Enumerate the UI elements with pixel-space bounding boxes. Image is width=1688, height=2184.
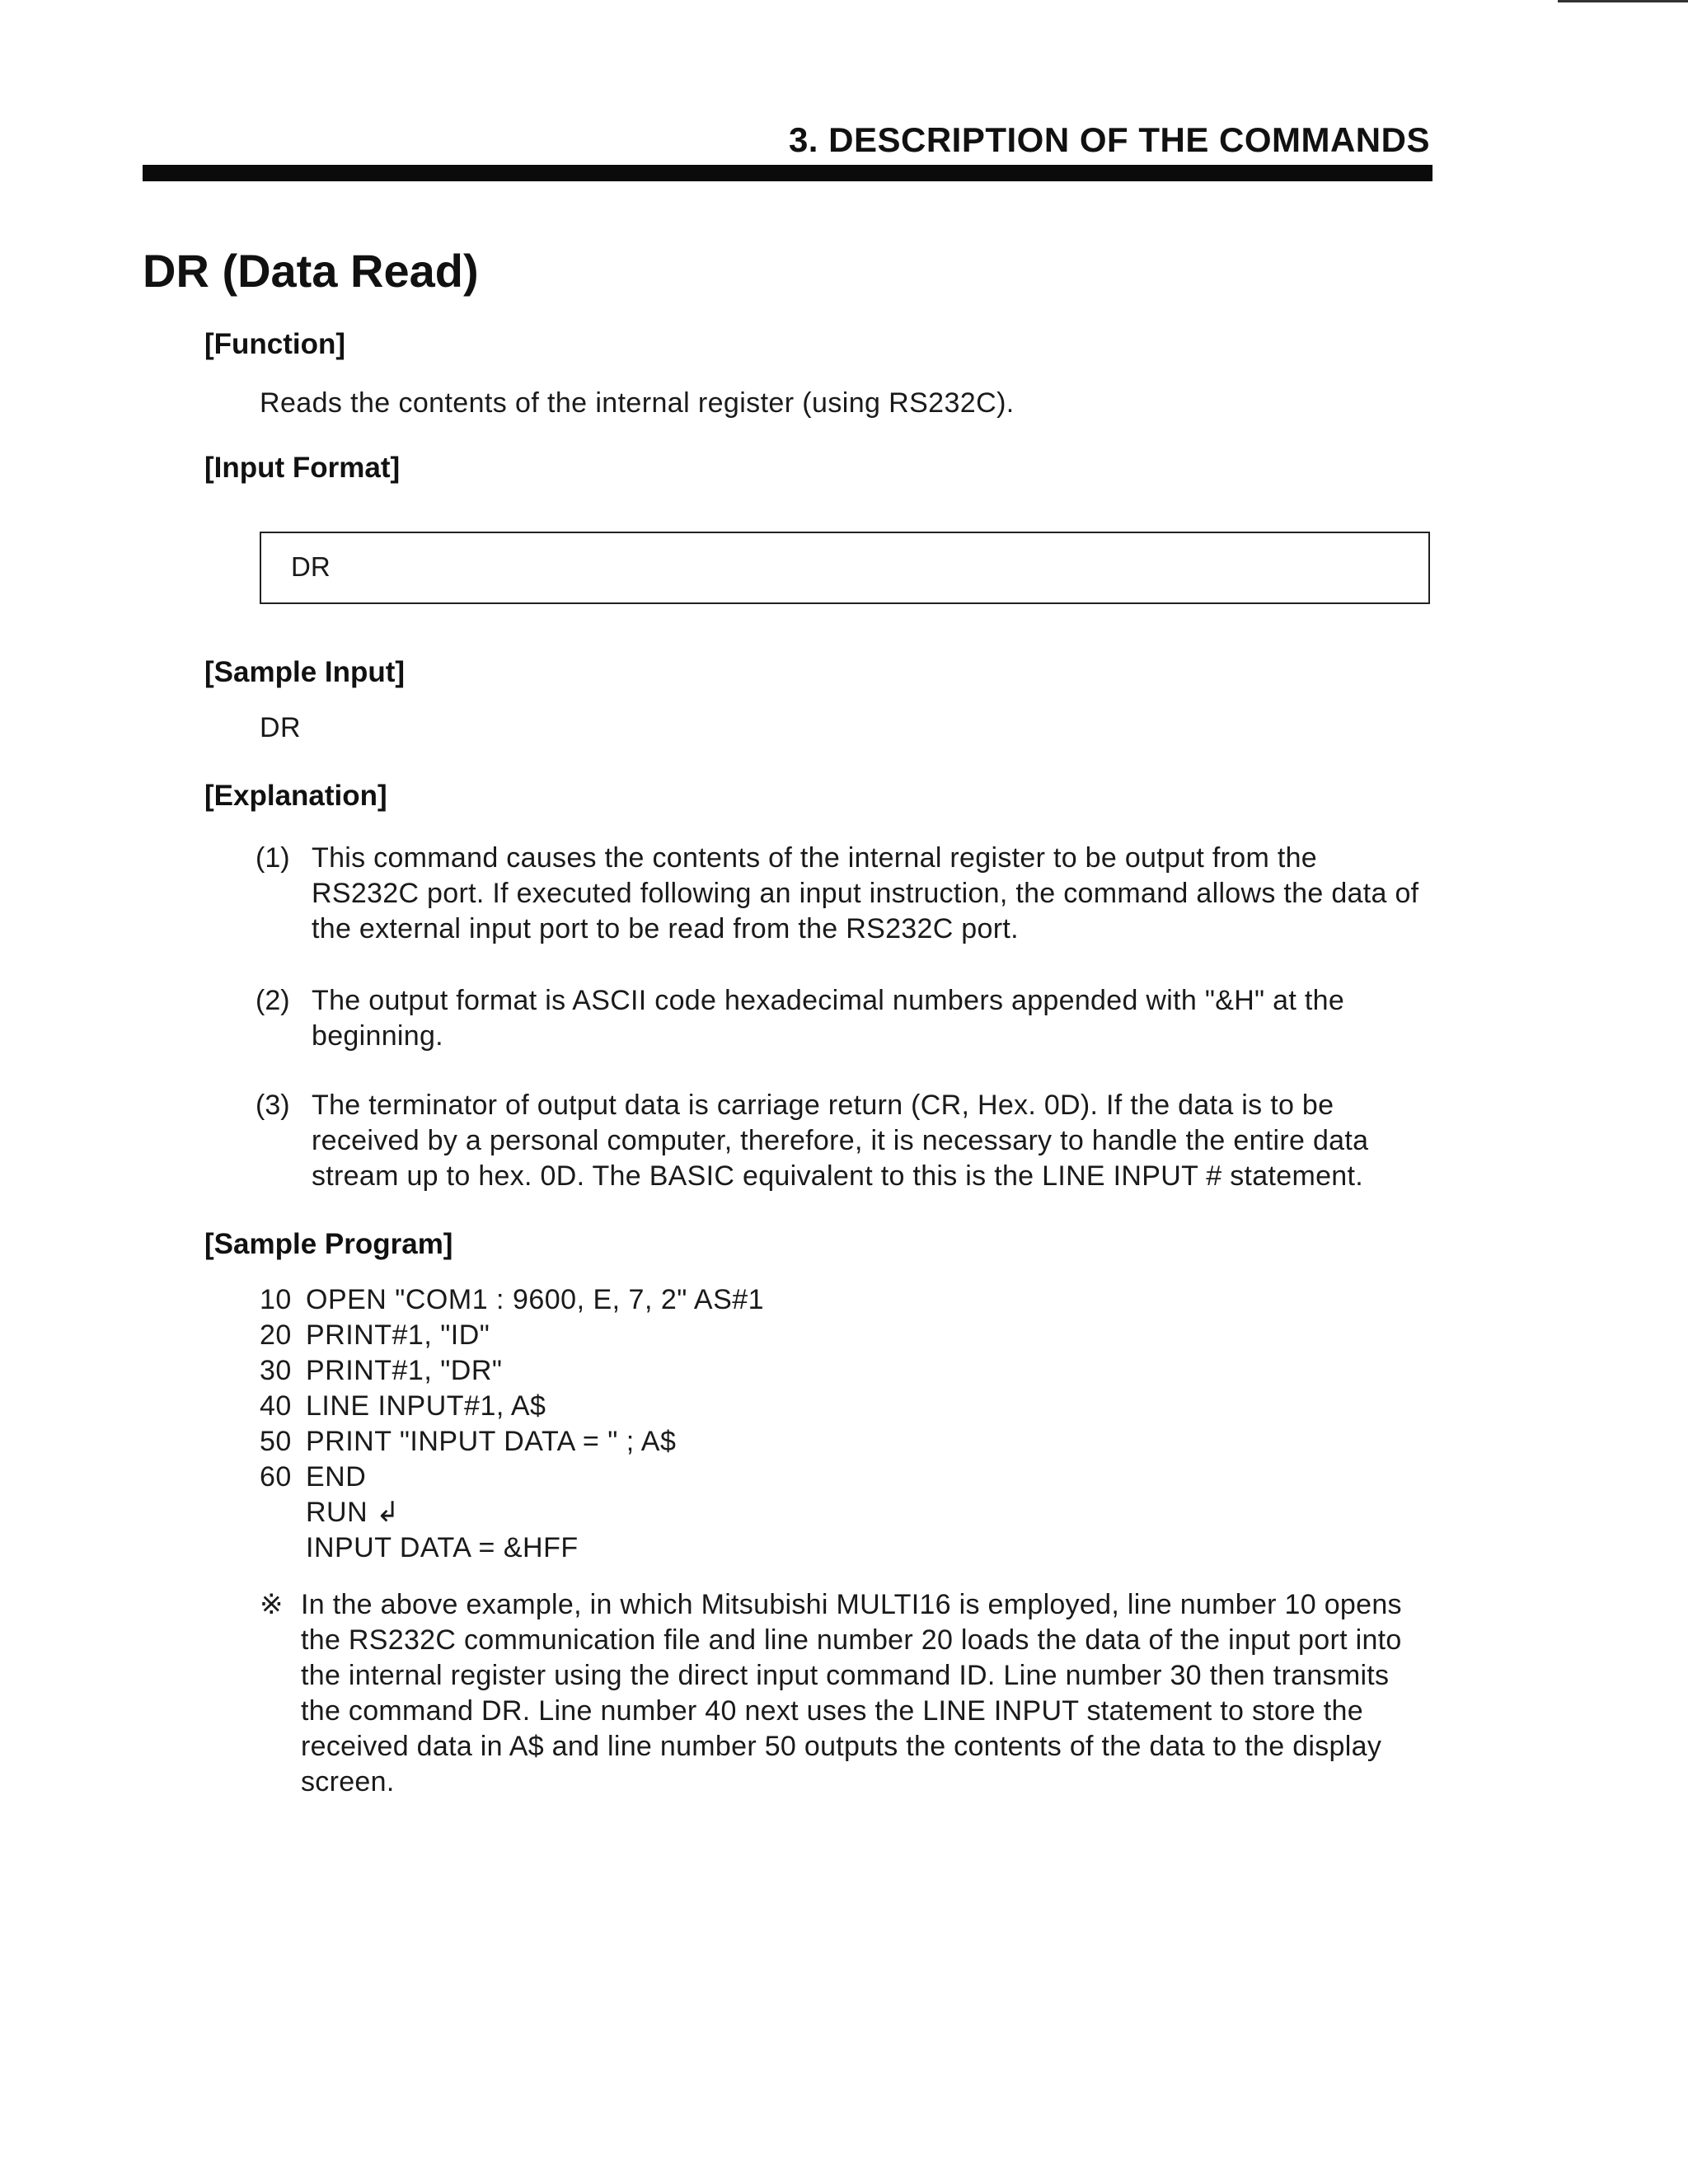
sample-input-label: [Sample Input] — [204, 656, 406, 688]
code-line-number: 30 — [260, 1355, 292, 1386]
code-line-number: 20 — [260, 1319, 292, 1351]
code-line-number: 60 — [260, 1461, 292, 1493]
function-label: [Function] — [204, 328, 346, 360]
explanation-item-text: This command causes the contents of the internal register to be output from the RS232C port. If executed following an input instruction, the command allows the data of the external input port to be read from the RS232C port. — [312, 842, 1419, 944]
explanation-item-number: (2) — [256, 985, 290, 1016]
code-line-text: PRINT#1, "DR" — [306, 1355, 503, 1386]
explanation-item-text: The terminator of output data is carriage return (CR, Hex. 0D). If the data is to be received by a personal computer, therefore, it is necessary to handle the entire data stream up to hex. 0D. The BASIC equivalent to this is the LINE INPUT # statement. — [312, 1090, 1369, 1192]
code-line-text: PRINT "INPUT DATA = " ; A$ — [306, 1426, 677, 1457]
explanation-item-number: (3) — [256, 1090, 290, 1121]
function-text: Reads the contents of the internal register (using RS232C). — [260, 387, 1015, 419]
code-line-text: RUN ↲ — [306, 1497, 401, 1528]
note-text: In the above example, in which Mitsubishi MULTI16 is employed, line number 10 opens the RS232C communication file and line number 20 loads the data of the input port into the internal register using the direct input command ID. Line number 30 then transmits the command DR. Line number 40 next uses the LINE INPUT statement to store the received data in A$ and line number 50 outputs the contents of the data to the display screen. — [301, 1589, 1402, 1797]
code-line — [260, 1495, 764, 1530]
sample-program-label: [Sample Program] — [204, 1228, 453, 1260]
explanation-label: [Explanation] — [204, 780, 387, 812]
explanation-item-number: (1) — [256, 842, 290, 874]
code-line — [260, 1530, 764, 1566]
input-format-label: [Input Format] — [204, 452, 401, 484]
code-line — [260, 1389, 764, 1424]
header-rule — [143, 165, 1432, 181]
code-line-text: END — [306, 1461, 367, 1493]
code-line-number: 40 — [260, 1390, 292, 1422]
input-format-box — [260, 532, 1430, 604]
corner-rule — [1558, 0, 1688, 2]
sample-input-text: DR — [260, 712, 301, 743]
code-line-number: 50 — [260, 1426, 292, 1457]
code-line — [260, 1282, 764, 1318]
page-title: DR (Data Read) — [143, 245, 479, 297]
code-line-text: PRINT#1, "ID" — [306, 1319, 490, 1351]
section-header: 3. DESCRIPTION OF THE COMMANDS — [788, 120, 1430, 159]
sample-program-code — [260, 1282, 764, 1566]
code-line-text: INPUT DATA = &HFF — [306, 1532, 579, 1563]
code-line-number: 10 — [260, 1284, 292, 1315]
note-mark-icon: ※ — [260, 1589, 284, 1620]
input-format-box-text: DR — [291, 551, 331, 582]
code-line — [260, 1424, 764, 1460]
code-line — [260, 1460, 764, 1495]
code-line — [260, 1318, 764, 1353]
code-line — [260, 1353, 764, 1389]
code-line-text: LINE INPUT#1, A$ — [306, 1390, 546, 1422]
code-line-text: OPEN "COM1 : 9600, E, 7, 2" AS#1 — [306, 1284, 765, 1315]
explanation-item-text: The output format is ASCII code hexadecimal numbers appended with "&H" at the beginning. — [312, 985, 1345, 1052]
